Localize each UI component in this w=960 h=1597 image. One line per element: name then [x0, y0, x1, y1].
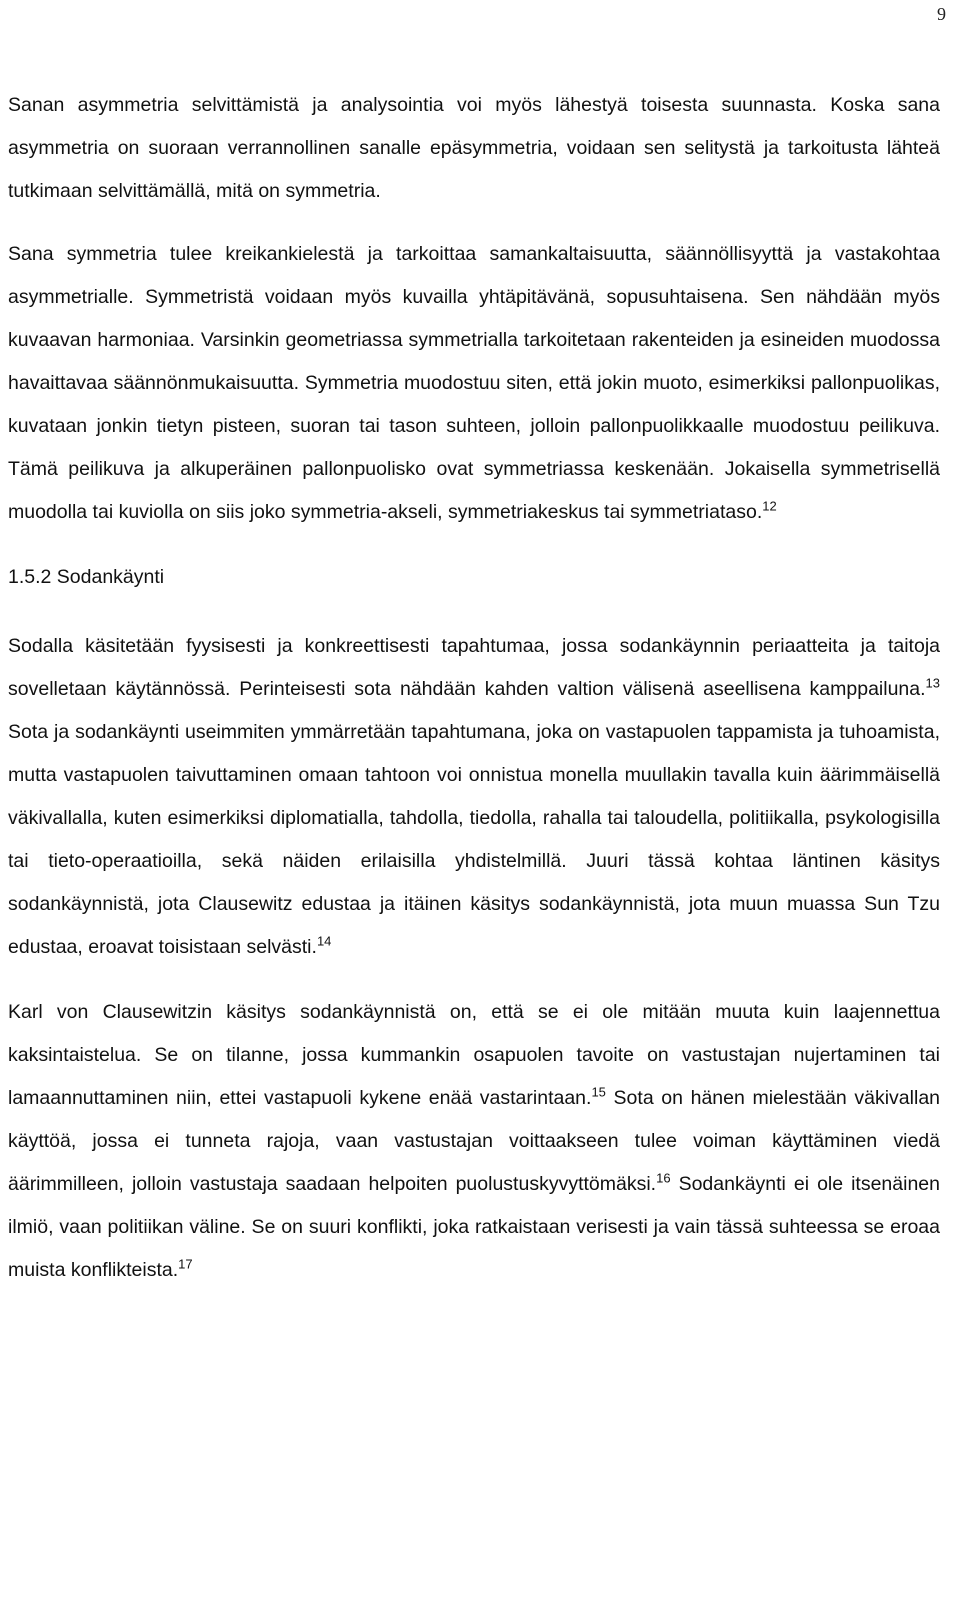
page-number: 9: [937, 4, 946, 24]
paragraph-text: Sana symmetria tulee kreikankielestä ja tarkoittaa samankaltaisuutta, säännöllisyyttä ja vastakohtaa asymmetrialle. Symmetristä voidaan myös kuvailla yhtäpitävänä, sopusuhtaisena. Sen nähdään myös kuvaavan harmoniaa. Varsinkin geometriassa symmetrialla tarkoitetaan rakenteiden ja esineiden muodossa havaittavaa säännönmukaisuutta. Symmetria muodostuu siten, että jokin muoto, esimerkiksi pallonpuolikas, kuvataan jonkin tietyn pisteen, suoran tai tason suhteen, jolloin pallonpuolikkaalle muodostuu peilikuva. Tämä peilikuva ja alkuperäinen pallonpuolisko ovat symmetriassa keskenään. Jokaisella symmetrisellä muodolla tai kuviolla on siis joko symmetria-akseli, symmetriakeskus tai symmetriataso.: [8, 243, 940, 523]
document-body: [8, 84, 940, 1292]
footnote-ref-17: 17: [178, 1256, 193, 1272]
paragraph-text: Sanan asymmetria selvittämistä ja analysointia voi myös lähestyä toisesta suunnasta. Koska sana asymmetria on suoraan verrannollinen sanalle epäsymmetria, voidaan sen selitystä ja tarkoitusta lähteä tutkimaan selvittämällä, mitä on symmetria.: [8, 94, 940, 202]
paragraph-text: Sodankäynti ei ole itsenäinen ilmiö, vaan politiikan väline. Se on suuri konflikti, joka ratkaistaan verisesti ja vain tässä suhteessa se eroaa muista konflikteista.: [8, 1173, 940, 1281]
paragraph-text: Sota on hänen mielestään väkivallan käyttöä, jossa ei tunneta rajoja, vaan vastustajan voittaakseen tulee voiman käyttäminen viedä äärimmilleen, jolloin vastustaja saadaan helpoiten puolustuskyvyttömäksi.: [8, 1087, 941, 1195]
section-heading: 1.5.2 Sodankäynti: [8, 566, 165, 588]
paragraph-text: Karl von Clausewitzin käsitys sodankäynnistä on, että se ei ole mitään muuta kuin laajennettua kaksintaistelua. Se on tilanne, jossa kummankin osapuolen tavoite on vastustajan nujertaminen tai lamaannuttaminen niin, ettei vastapuoli kykene enää vastarintaan.: [8, 1001, 940, 1109]
paragraph-symmetry-definition: [8, 233, 940, 534]
paragraph-text: Sodalla käsitetään fyysisesti ja konkreettisesti tapahtumaa, jossa sodankäynnin periaatteita ja taitoja sovelletaan käytännössä. Perinteisesti sota nähdään kahden valtion välisenä aseellisena kamppailuna.: [8, 635, 940, 700]
footnote-ref-16: 16: [656, 1170, 671, 1186]
footnote-ref-15: 15: [591, 1084, 606, 1100]
paragraph-war-definition: [8, 625, 940, 969]
footnote-ref-13: 13: [925, 675, 940, 691]
footnote-ref-14: 14: [316, 933, 332, 949]
paragraph-asymmetry-intro: [8, 84, 940, 213]
paragraph-text: Sota ja sodankäynti useimmiten ymmärretään tapahtumana, joka on vastapuolen tappamista ja tuhoamista, mutta vastapuolen taivuttaminen omaan tahtoon voi onnistua monella muullakin tavalla kuin äärimmäisellä väkivallalla, kuten esimerkiksi diplomatialla, tahdolla, tiedolla, rahalla tai taloudella, politiikalla, psykologisilla tai tieto-operaatioilla, sekä näiden erilaisilla yhdistelmillä. Juuri tässä kohtaa läntinen käsitys sodankäynnistä, jota Clausewitz edustaa ja itäinen käsitys sodankäynnistä, jota muun muassa Sun Tzu edustaa, eroavat toisistaan selvästi.: [8, 721, 940, 958]
paragraph-clausewitz: [8, 991, 940, 1292]
footnote-ref-12: 12: [762, 498, 777, 514]
